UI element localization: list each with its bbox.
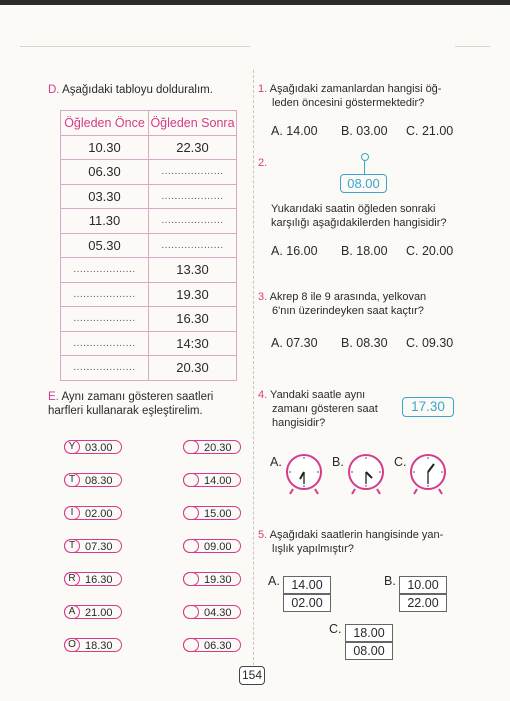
match-letter-blank[interactable] (183, 638, 199, 652)
match-right-item[interactable] (183, 572, 241, 586)
time-table (60, 110, 237, 381)
match-time: 08.30 (85, 475, 113, 487)
cell-before-blank[interactable]: ................... (61, 307, 149, 332)
q5-c-top-time: 18.00 (345, 624, 393, 642)
header-rule-right (455, 46, 490, 47)
match-letter: O (64, 638, 80, 652)
cell-after-blank[interactable]: ................... (149, 184, 237, 209)
match-time: 03.00 (85, 442, 113, 454)
question-2 (271, 202, 461, 230)
cell-before-blank[interactable]: ................... (61, 331, 149, 356)
match-letter-blank[interactable] (183, 506, 199, 520)
match-left-item[interactable] (64, 506, 122, 520)
question-1 (258, 82, 458, 110)
cell-before-blank[interactable]: ................... (61, 282, 149, 307)
match-left-item[interactable] (64, 440, 122, 454)
match-time: 15.00 (204, 508, 232, 520)
match-time: 20.30 (204, 442, 232, 454)
q5-b-bottom-time: 22.00 (399, 594, 447, 612)
q4-clock-display: 17.30 (402, 397, 454, 417)
top-border (0, 0, 510, 5)
q1-line2: leden öncesini göstermektedir? (272, 97, 425, 109)
q5-option-c-label[interactable]: C. (329, 622, 342, 636)
q2-number: 2. (258, 157, 268, 169)
cell-before-blank[interactable]: ................... (61, 356, 149, 381)
column-divider (253, 70, 254, 670)
cell-after: 14:30 (149, 331, 237, 356)
cell-after: 16.30 (149, 307, 237, 332)
cell-before: 03.30 (61, 184, 149, 209)
q2-option-b[interactable]: B. 18.00 (341, 244, 388, 258)
match-right-item[interactable] (183, 605, 241, 619)
match-left-item[interactable] (64, 572, 122, 586)
q5-option-a-label[interactable]: A. (268, 574, 280, 588)
cell-after: 13.30 (149, 258, 237, 283)
q4-line2: zamanı gösteren saat (272, 403, 378, 415)
q3-option-c[interactable]: C. 09.30 (406, 336, 454, 350)
match-time: 07.30 (85, 541, 113, 553)
q5-number: 5. (258, 529, 268, 541)
match-left-item[interactable] (64, 473, 122, 487)
table-row (61, 331, 237, 356)
q4-option-c-label[interactable]: C. (394, 455, 407, 469)
analog-clock-c-icon[interactable] (407, 452, 449, 496)
q5-a-top-time: 14.00 (283, 576, 331, 594)
match-right-item[interactable] (183, 473, 241, 487)
match-right-item[interactable] (183, 506, 241, 520)
match-left-item[interactable] (64, 638, 122, 652)
q5-line2: lışlık yapılmıştır? (272, 543, 354, 555)
q3-number: 3. (258, 291, 268, 303)
page-number: 154 (239, 666, 265, 685)
cell-after-blank[interactable]: ................... (149, 209, 237, 234)
table-row (61, 209, 237, 234)
match-time: 19.30 (204, 574, 232, 586)
cell-after: 19.30 (149, 282, 237, 307)
match-time: 14.00 (204, 475, 232, 487)
question-3 (258, 290, 458, 318)
q5-a-bottom-time: 02.00 (283, 594, 331, 612)
match-letter: Y (64, 440, 80, 454)
cell-before-blank[interactable]: ................... (61, 258, 149, 283)
q4-option-b-label[interactable]: B. (332, 455, 344, 469)
table-header-before-noon: Öğleden Önce (61, 111, 149, 136)
analog-clock-a-icon[interactable] (283, 452, 325, 496)
q1-option-a[interactable]: A. 14.00 (271, 124, 318, 138)
q3-line1: Akrep 8 ile 9 arasında, yelkovan (269, 291, 427, 303)
match-time: 16.30 (85, 574, 113, 586)
q2-option-a[interactable]: A. 16.00 (271, 244, 318, 258)
question-5 (258, 528, 458, 556)
section-e-letter: E. (48, 391, 59, 403)
q1-option-c[interactable]: C. 21.00 (406, 124, 454, 138)
q1-number: 1. (258, 83, 268, 95)
match-left-item[interactable] (64, 605, 122, 619)
table-row (61, 282, 237, 307)
q1-option-b[interactable]: B. 03.00 (341, 124, 388, 138)
match-time: 04.30 (204, 607, 232, 619)
match-letter: A (64, 605, 80, 619)
table-row (61, 258, 237, 283)
match-time: 21.00 (85, 607, 113, 619)
match-letter-blank[interactable] (183, 440, 199, 454)
match-time: 06.30 (204, 640, 232, 652)
section-d-heading (48, 83, 213, 97)
cell-after-blank[interactable]: ................... (149, 160, 237, 185)
analog-clock-b-icon[interactable] (345, 452, 387, 496)
table-row (61, 135, 237, 160)
match-right-item[interactable] (183, 440, 241, 454)
q5-option-b-label[interactable]: B. (384, 574, 396, 588)
match-letter-blank[interactable] (183, 572, 199, 586)
table-row (61, 160, 237, 185)
cell-after: 22.30 (149, 135, 237, 160)
match-time: 18.30 (85, 640, 113, 652)
q4-line3: hangisidir? (272, 417, 326, 429)
table-header-after-noon: Öğleden Sonra (149, 111, 237, 136)
table-row (61, 233, 237, 258)
match-letter: T (64, 539, 80, 553)
section-d-title: Aşağıdaki tabloyu dolduralım. (62, 84, 213, 96)
clock-stem-icon (364, 160, 365, 174)
match-left-item[interactable] (64, 539, 122, 553)
cell-before: 10.30 (61, 135, 149, 160)
table-row (61, 307, 237, 332)
match-letter-blank[interactable] (183, 539, 199, 553)
section-e-heading (48, 390, 248, 418)
match-letter-blank[interactable] (183, 605, 199, 619)
match-time: 02.00 (85, 508, 113, 520)
cell-before: 11.30 (61, 209, 149, 234)
table-row (61, 184, 237, 209)
clock-ring-icon (361, 153, 369, 161)
q3-line2: 6'nın üzerindeyken saat kaçtır? (272, 305, 424, 317)
section-e-title-line1: Aynı zamanı gösteren saatleri (61, 391, 214, 403)
q5-c-bottom-time: 08.00 (345, 642, 393, 660)
q5-b-top-time: 10.00 (399, 576, 447, 594)
table-row (61, 356, 237, 381)
section-d-letter: D. (48, 84, 60, 96)
cell-before: 05.30 (61, 233, 149, 258)
q3-option-a[interactable]: A. 07.30 (271, 336, 318, 350)
cell-before: 06.30 (61, 160, 149, 185)
match-time: 09.00 (204, 541, 232, 553)
question-4 (258, 388, 398, 430)
match-letter: İ (64, 506, 80, 520)
match-letter: T (64, 473, 80, 487)
q5-line1: Aşağıdaki saatlerin hangisinde yan- (269, 529, 444, 541)
cell-after-blank[interactable]: ................... (149, 233, 237, 258)
header-rule-left (20, 46, 250, 47)
cell-after: 20.30 (149, 356, 237, 381)
q4-number: 4. (258, 389, 268, 401)
q1-line1: Aşağıdaki zamanlardan hangisi öğ- (269, 83, 442, 95)
q2-clock-display: 08.00 (340, 174, 387, 193)
q2-line2: karşılığı aşağıdakilerden hangisidir? (271, 217, 447, 229)
q2-option-c[interactable]: C. 20.00 (406, 244, 454, 258)
match-letter: R (64, 572, 80, 586)
section-e-title-line2: harfleri kullanarak eşleştirelim. (48, 405, 203, 417)
q4-line1: Yandaki saatle aynı (270, 389, 366, 401)
q2-line1: Yukarıdaki saatin öğleden sonraki (271, 203, 436, 215)
match-right-item[interactable] (183, 638, 241, 652)
q3-option-b[interactable]: B. 08.30 (341, 336, 388, 350)
match-letter-blank[interactable] (183, 473, 199, 487)
q4-option-a-label[interactable]: A. (270, 455, 282, 469)
match-right-item[interactable] (183, 539, 241, 553)
